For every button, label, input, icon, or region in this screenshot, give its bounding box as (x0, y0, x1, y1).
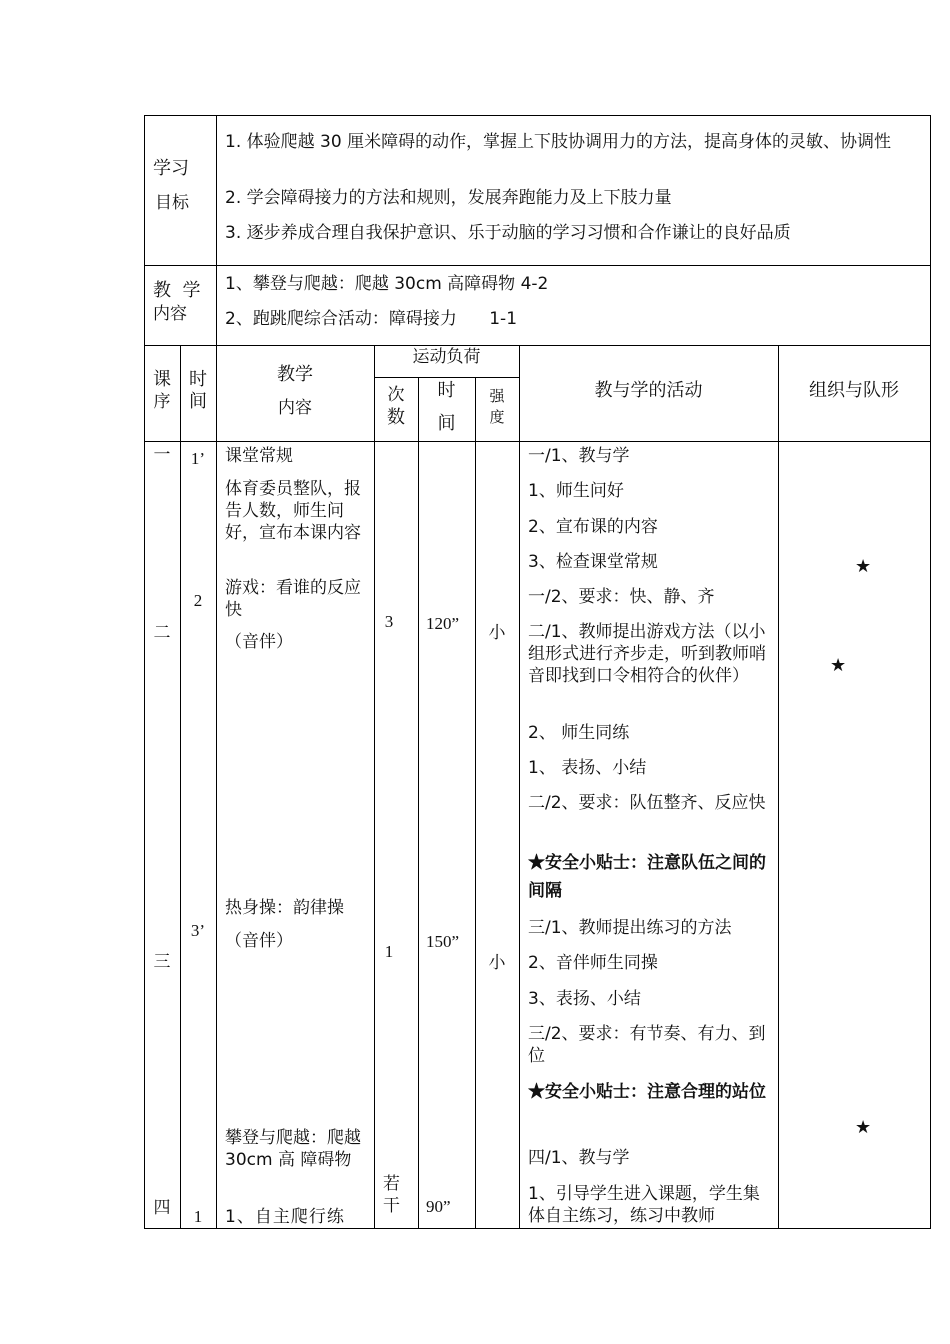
col-divider-activity (778, 345, 779, 1228)
duration-cell: 150” (426, 932, 460, 951)
header-duration-2: 间 (437, 413, 456, 434)
teach-climb: 攀登与爬越：爬越 30cm 高 障碍物 (225, 1128, 361, 1170)
header-order-1: 课 (153, 369, 171, 390)
row-divider-content (144, 345, 931, 346)
activity-line: 3、表扬、小结 (528, 989, 641, 1009)
table-border-left (144, 115, 145, 1228)
order-cell: 四 (153, 1198, 171, 1218)
header-teach-1: 教学 (277, 364, 313, 385)
header-intensity-2: 度 (489, 408, 505, 426)
col-divider-time (216, 345, 217, 1228)
teach-warmup: 热身操：韵律操 (225, 898, 344, 918)
order-cell: 二 (153, 623, 171, 643)
table-border-bottom (144, 1228, 931, 1229)
header-count-1: 次 (387, 385, 405, 405)
header-time-2: 间 (189, 391, 207, 412)
objectives-label-2: 目标 (155, 193, 189, 213)
header-order-2: 序 (153, 392, 171, 412)
duration-cell: 120” (426, 614, 460, 633)
activity-line: 四/1、教与学 (528, 1148, 630, 1168)
content-item: 1、攀登与爬越：爬越 30cm 高障碍物 4-2 (225, 274, 549, 294)
activity-line: 三/2、要求：有节奏、有力、到位 (528, 1024, 766, 1066)
activity-line: 2、音伴师生同操 (528, 953, 658, 973)
row-divider-objectives (144, 265, 931, 266)
activity-line: 1、引导学生进入课题，学生集体自主练习，练习中教师 (528, 1184, 760, 1226)
col-divider-duration (475, 377, 476, 1228)
duration-cell: 90” (426, 1197, 451, 1216)
time-cell: 1’ (190, 449, 206, 468)
objective-item: 3. 逐步养成合理自我保护意识、乐于动脑的学习习惯和合作谦让的良好品质 (225, 223, 791, 243)
activity-line: 一/2、要求：快、静、齐 (528, 587, 715, 607)
teach-routine: 课堂常规 (225, 446, 293, 466)
col-divider-count (418, 377, 419, 1228)
content-item: 2、跑跳爬综合活动：障碍接力 1-1 (225, 309, 518, 329)
teach-self-practice: 1、自主爬行练 (225, 1207, 345, 1227)
header-load: 运动负荷 (412, 347, 481, 367)
activity-line: 二/2、要求：队伍整齐、反应快 (528, 793, 766, 813)
teach-music: （音伴） (225, 632, 293, 652)
time-cell: 1 (193, 1207, 203, 1226)
activity-line: 1、 表扬、小结 (528, 758, 647, 778)
star-icon: ★ (830, 655, 847, 676)
activity-line: 二/1、教师提出游戏方法（以小组形式进行齐步走，听到教师哨音即找到口令相符合的伙伴） (528, 622, 766, 686)
time-cell: 2 (193, 591, 203, 610)
header-org: 组织与队形 (809, 380, 899, 401)
header-intensity-1: 强 (489, 387, 505, 405)
star-icon: ★ (855, 556, 872, 577)
activity-line: 一/1、教与学 (528, 446, 630, 466)
safety-tip: ★安全小贴士：注意合理的站位 (528, 1082, 766, 1102)
count-cell: 若干 (383, 1174, 400, 1216)
time-cell: 3’ (190, 921, 206, 940)
col-divider-order (180, 345, 181, 1228)
activity-line: 2、宣布课的内容 (528, 517, 658, 537)
header-teach-2: 内容 (278, 398, 312, 418)
order-cell: 一 (153, 445, 171, 465)
activity-line: 3、检查课堂常规 (528, 552, 658, 572)
header-duration-1: 时 (437, 380, 456, 401)
table-border-right (930, 115, 931, 1228)
objectives-label-1: 学习 (153, 158, 189, 179)
header-count-2: 数 (387, 407, 405, 428)
safety-tip: ★安全小贴士：注意队伍之间的间隔 (528, 853, 766, 901)
order-cell: 三 (153, 952, 171, 972)
count-cell: 3 (384, 612, 394, 631)
header-activity: 教与学的活动 (594, 380, 703, 401)
col-divider-label (216, 115, 217, 345)
content-label-2: 内容 (153, 304, 187, 324)
objective-item: 2. 学会障碍接力的方法和规则，发展奔跑能力及上下肢力量 (225, 188, 672, 208)
star-icon: ★ (855, 1117, 872, 1138)
intensity-cell: 小 (488, 953, 506, 973)
objective-item: 1. 体验爬越 30 厘米障碍的动作，掌握上下肢协调用力的方法，提高身体的灵敏、协调性 (225, 132, 892, 152)
col-divider-teach (374, 345, 375, 1228)
activity-line: 2、 师生同练 (528, 723, 630, 743)
teach-report: 体育委员整队，报告人数，师生问好，宣布本课内容 (225, 479, 361, 543)
activity-line: 1、师生问好 (528, 481, 624, 501)
col-divider-intensity (519, 345, 520, 1228)
intensity-cell: 小 (488, 623, 506, 643)
row-divider-header (144, 441, 931, 442)
table-border-top (144, 115, 931, 116)
header-time-1: 时 (189, 369, 207, 390)
row-divider-load (374, 377, 520, 378)
teach-game: 游戏：看谁的反应快 (225, 578, 361, 620)
content-label-1: 教 学 (153, 280, 201, 301)
activity-line: 三/1、教师提出练习的方法 (528, 918, 732, 938)
teach-music: （音伴） (225, 931, 293, 951)
count-cell: 1 (384, 942, 394, 961)
